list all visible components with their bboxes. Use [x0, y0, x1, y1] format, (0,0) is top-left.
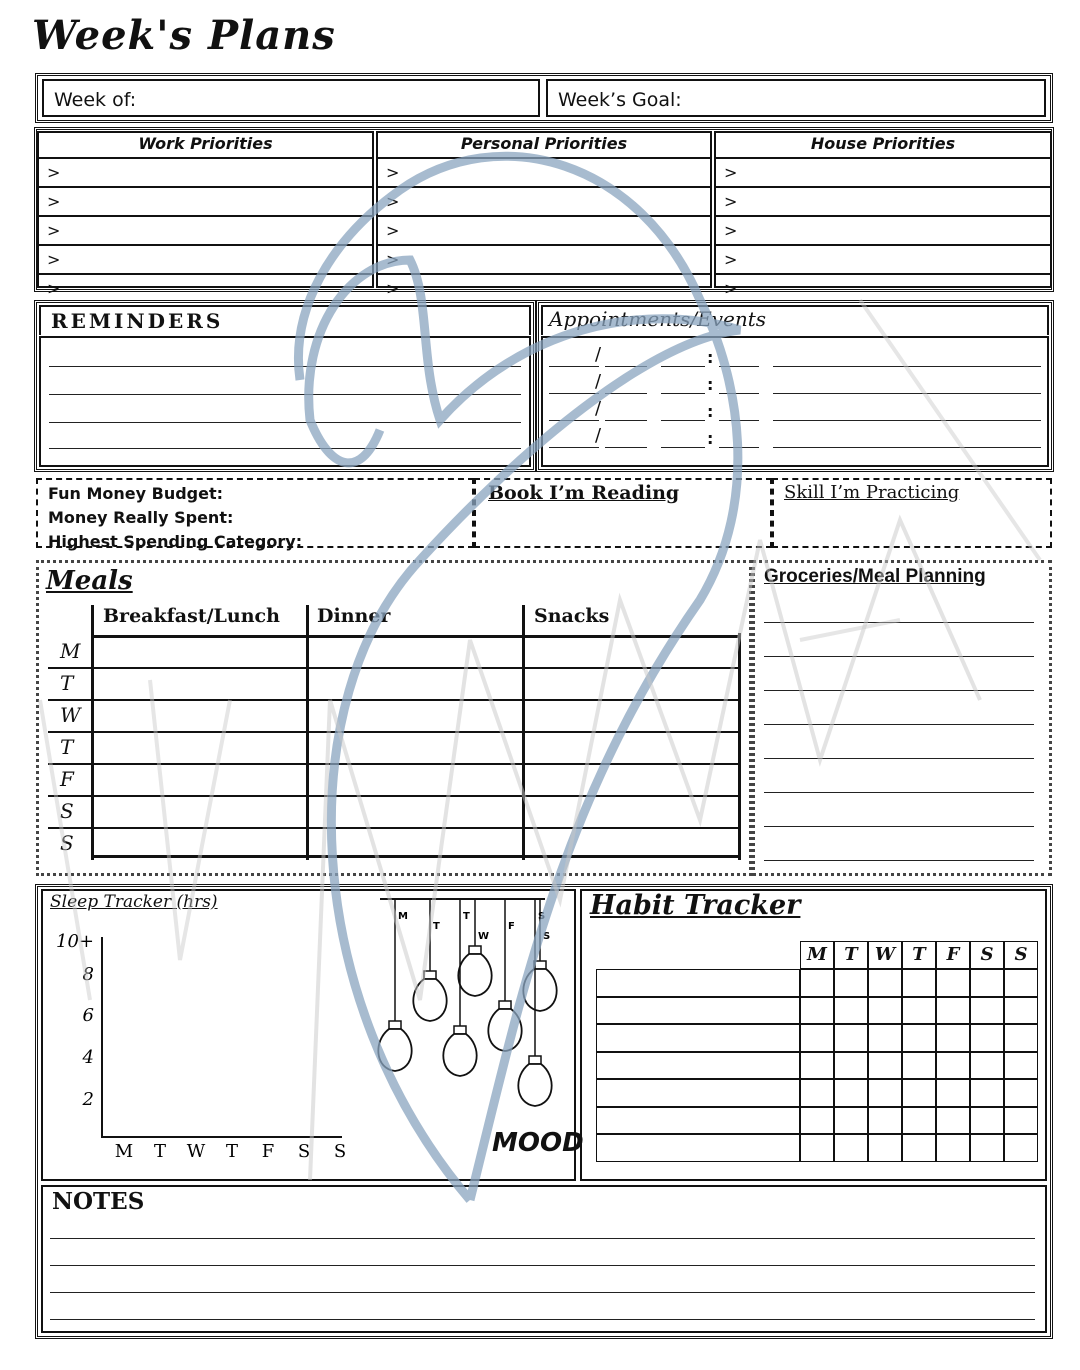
habit-name-cell[interactable]: [596, 1134, 800, 1162]
mood-bulb-label: T: [463, 911, 470, 922]
meals-title: Meals: [46, 566, 133, 596]
habit-name-cell[interactable]: [596, 1052, 800, 1080]
habit-check-cell[interactable]: [902, 1107, 936, 1135]
habit-check-cell[interactable]: [868, 1079, 902, 1107]
money-really-spent-label: Money Really Spent:: [48, 508, 234, 527]
habit-check-cell[interactable]: [902, 1024, 936, 1052]
week-of-field[interactable]: [42, 79, 540, 117]
sleep-y-tick: 2: [82, 1089, 94, 1110]
priority-column: [37, 131, 374, 298]
mood-bulb-label: W: [478, 931, 490, 942]
meals-day-label: S: [60, 831, 74, 855]
habit-check-cell[interactable]: [970, 997, 1004, 1025]
habit-check-cell[interactable]: [970, 1024, 1004, 1052]
sleep-y-tick: 4: [82, 1047, 94, 1068]
habit-check-cell[interactable]: [800, 1052, 834, 1080]
habit-check-cell[interactable]: [800, 1134, 834, 1162]
sleep-y-tick: 6: [82, 1005, 94, 1026]
habit-check-cell[interactable]: [834, 969, 868, 997]
mood-bulbs[interactable]: [370, 895, 570, 1145]
priority-row[interactable]: >: [386, 279, 400, 298]
priority-row[interactable]: >: [47, 279, 61, 298]
habit-check-cell[interactable]: [800, 1024, 834, 1052]
habit-check-cell[interactable]: [834, 1079, 868, 1107]
meals-day-label: M: [60, 639, 81, 663]
habit-day-header: M: [800, 941, 834, 969]
habit-name-cell[interactable]: [596, 1079, 800, 1107]
habit-day-header: T: [902, 941, 936, 969]
habit-check-cell[interactable]: [800, 969, 834, 997]
priority-row[interactable]: >: [716, 159, 1050, 188]
habit-check-cell[interactable]: [868, 1107, 902, 1135]
sleep-y-tick: 8: [82, 964, 94, 985]
habit-check-cell[interactable]: [834, 1134, 868, 1162]
page-title: Week's Plans: [32, 12, 336, 59]
priority-row[interactable]: >: [716, 188, 1050, 217]
habit-day-header: T: [834, 941, 868, 969]
habit-check-cell[interactable]: [800, 997, 834, 1025]
priority-row[interactable]: >: [724, 279, 738, 298]
priority-row[interactable]: >: [378, 217, 710, 246]
priority-row[interactable]: >: [716, 217, 1050, 246]
skill-box[interactable]: [772, 478, 1052, 548]
habit-check-cell[interactable]: [902, 969, 936, 997]
habit-check-cell[interactable]: [936, 1024, 970, 1052]
appointments-title: Appointments/Events: [549, 307, 767, 331]
sleep-x-tick: T: [225, 1141, 239, 1162]
weeks-goal-label: Week’s Goal:: [558, 89, 682, 111]
habit-check-cell[interactable]: [800, 1107, 834, 1135]
money-box: [36, 478, 474, 551]
habit-check-cell[interactable]: [902, 1134, 936, 1162]
meals-column-header: Snacks: [534, 605, 610, 627]
sleep-chart-axes: [102, 937, 342, 1137]
habit-check-cell[interactable]: [970, 1052, 1004, 1080]
habit-check-cell[interactable]: [1004, 1134, 1038, 1162]
sleep-x-tick: S: [333, 1141, 347, 1162]
mood-bulb-icon[interactable]: [413, 899, 446, 1021]
habit-check-cell[interactable]: [868, 1024, 902, 1052]
habit-day-header: W: [868, 941, 902, 969]
habit-day-header: F: [936, 941, 970, 969]
reminders-title: REMINDERS: [51, 309, 224, 333]
sleep-x-tick: T: [153, 1141, 167, 1162]
habit-day-header: S: [970, 941, 1004, 969]
priority-row[interactable]: >: [39, 188, 372, 217]
mood-bulb-label: F: [508, 921, 515, 932]
habit-check-cell[interactable]: [1004, 969, 1038, 997]
weeks-goal-field[interactable]: [546, 79, 1046, 117]
habit-check-cell[interactable]: [936, 1107, 970, 1135]
priority-row[interactable]: >: [378, 188, 710, 217]
habit-check-cell[interactable]: [834, 1024, 868, 1052]
habit-check-cell[interactable]: [970, 1079, 1004, 1107]
reminders-lines[interactable]: [39, 336, 531, 467]
priority-column-title: Work Priorities: [39, 133, 372, 159]
habit-check-cell[interactable]: [834, 1107, 868, 1135]
notes-title: NOTES: [52, 1188, 145, 1215]
habit-check-cell[interactable]: [970, 1134, 1004, 1162]
appointments-header: [541, 305, 1049, 335]
habit-check-cell[interactable]: [868, 1052, 902, 1080]
habit-check-cell[interactable]: [936, 969, 970, 997]
sleep-x-tick: S: [297, 1141, 311, 1162]
habit-check-cell[interactable]: [936, 997, 970, 1025]
priority-row[interactable]: >: [39, 217, 372, 246]
notes-box[interactable]: [41, 1185, 1047, 1333]
appointments-lines[interactable]: / : / : / : / :: [541, 336, 1049, 467]
groceries-title: Groceries/Meal Planning: [764, 566, 986, 587]
habit-check-cell[interactable]: [1004, 997, 1038, 1025]
habit-check-cell[interactable]: [800, 1079, 834, 1107]
meals-day-label: F: [60, 767, 74, 791]
meals-day-label: S: [60, 799, 74, 823]
habit-check-cell[interactable]: [1004, 1052, 1038, 1080]
habit-check-cell[interactable]: [970, 969, 1004, 997]
habit-check-cell[interactable]: [902, 997, 936, 1025]
habit-check-cell[interactable]: [902, 1052, 936, 1080]
meals-column-header: Dinner: [317, 605, 391, 627]
habit-check-cell[interactable]: [834, 1052, 868, 1080]
habit-check-cell[interactable]: [868, 1134, 902, 1162]
meals-day-label: T: [60, 671, 74, 695]
habit-name-cell[interactable]: [596, 1024, 800, 1052]
sleep-chart[interactable]: [50, 925, 350, 1165]
mood-bulb-icon[interactable]: [488, 899, 521, 1051]
skill-title: Skill I’m Practicing: [784, 482, 960, 503]
sleep-y-tick: 10+: [56, 931, 94, 952]
habit-check-cell[interactable]: [1004, 1024, 1038, 1052]
habit-check-cell[interactable]: [936, 1052, 970, 1080]
meals-column-header: Breakfast/Lunch: [103, 605, 280, 627]
priority-row[interactable]: >: [378, 159, 710, 188]
week-of-label: Week of:: [54, 89, 137, 111]
mood-bulb-label: T: [433, 921, 440, 932]
sleep-x-tick: F: [261, 1141, 275, 1162]
fun-money-budget-label: Fun Money Budget:: [48, 484, 224, 503]
habit-name-cell[interactable]: [596, 969, 800, 997]
book-title: Book I’m Reading: [488, 482, 680, 504]
sleep-x-tick: W: [186, 1141, 206, 1162]
meals-day-label: T: [60, 735, 74, 759]
priority-row[interactable]: >: [716, 246, 1050, 275]
mood-bulb-label: S: [543, 931, 551, 942]
reminders-header: [39, 305, 531, 335]
sleep-x-tick: M: [114, 1141, 134, 1162]
groceries-section: [752, 560, 1052, 876]
priority-column: [714, 131, 1052, 298]
habit-check-cell[interactable]: [936, 1079, 970, 1107]
habit-check-cell[interactable]: [868, 969, 902, 997]
priority-column: [376, 131, 712, 298]
priority-column-title: Personal Priorities: [378, 133, 710, 159]
sleep-tracker-title: Sleep Tracker (hrs): [50, 892, 218, 912]
priority-row[interactable]: >: [39, 246, 372, 275]
mood-bulb-icon[interactable]: [378, 899, 411, 1071]
habit-check-cell[interactable]: [936, 1134, 970, 1162]
habit-tracker-title: Habit Tracker: [590, 890, 801, 921]
habit-day-header: S: [1004, 941, 1038, 969]
mood-label: MOOD: [492, 1128, 584, 1158]
meals-day-label: W: [60, 703, 81, 727]
habit-name-cell[interactable]: [596, 997, 800, 1025]
priority-row[interactable]: >: [39, 159, 372, 188]
priority-column-title: House Priorities: [716, 133, 1050, 159]
habit-name-cell[interactable]: [596, 1107, 800, 1135]
habit-check-cell[interactable]: [970, 1107, 1004, 1135]
highest-spending-label: Highest Spending Category:: [48, 532, 303, 551]
book-box[interactable]: [474, 478, 772, 548]
habit-check-cell[interactable]: [902, 1079, 936, 1107]
mood-bulb-label: M: [398, 911, 408, 922]
mood-bulb-label: S: [538, 911, 546, 922]
habit-check-cell[interactable]: [868, 997, 902, 1025]
habit-check-cell[interactable]: [1004, 1107, 1038, 1135]
habit-check-cell[interactable]: [1004, 1079, 1038, 1107]
habit-check-cell[interactable]: [834, 997, 868, 1025]
priority-row[interactable]: >: [378, 246, 710, 275]
